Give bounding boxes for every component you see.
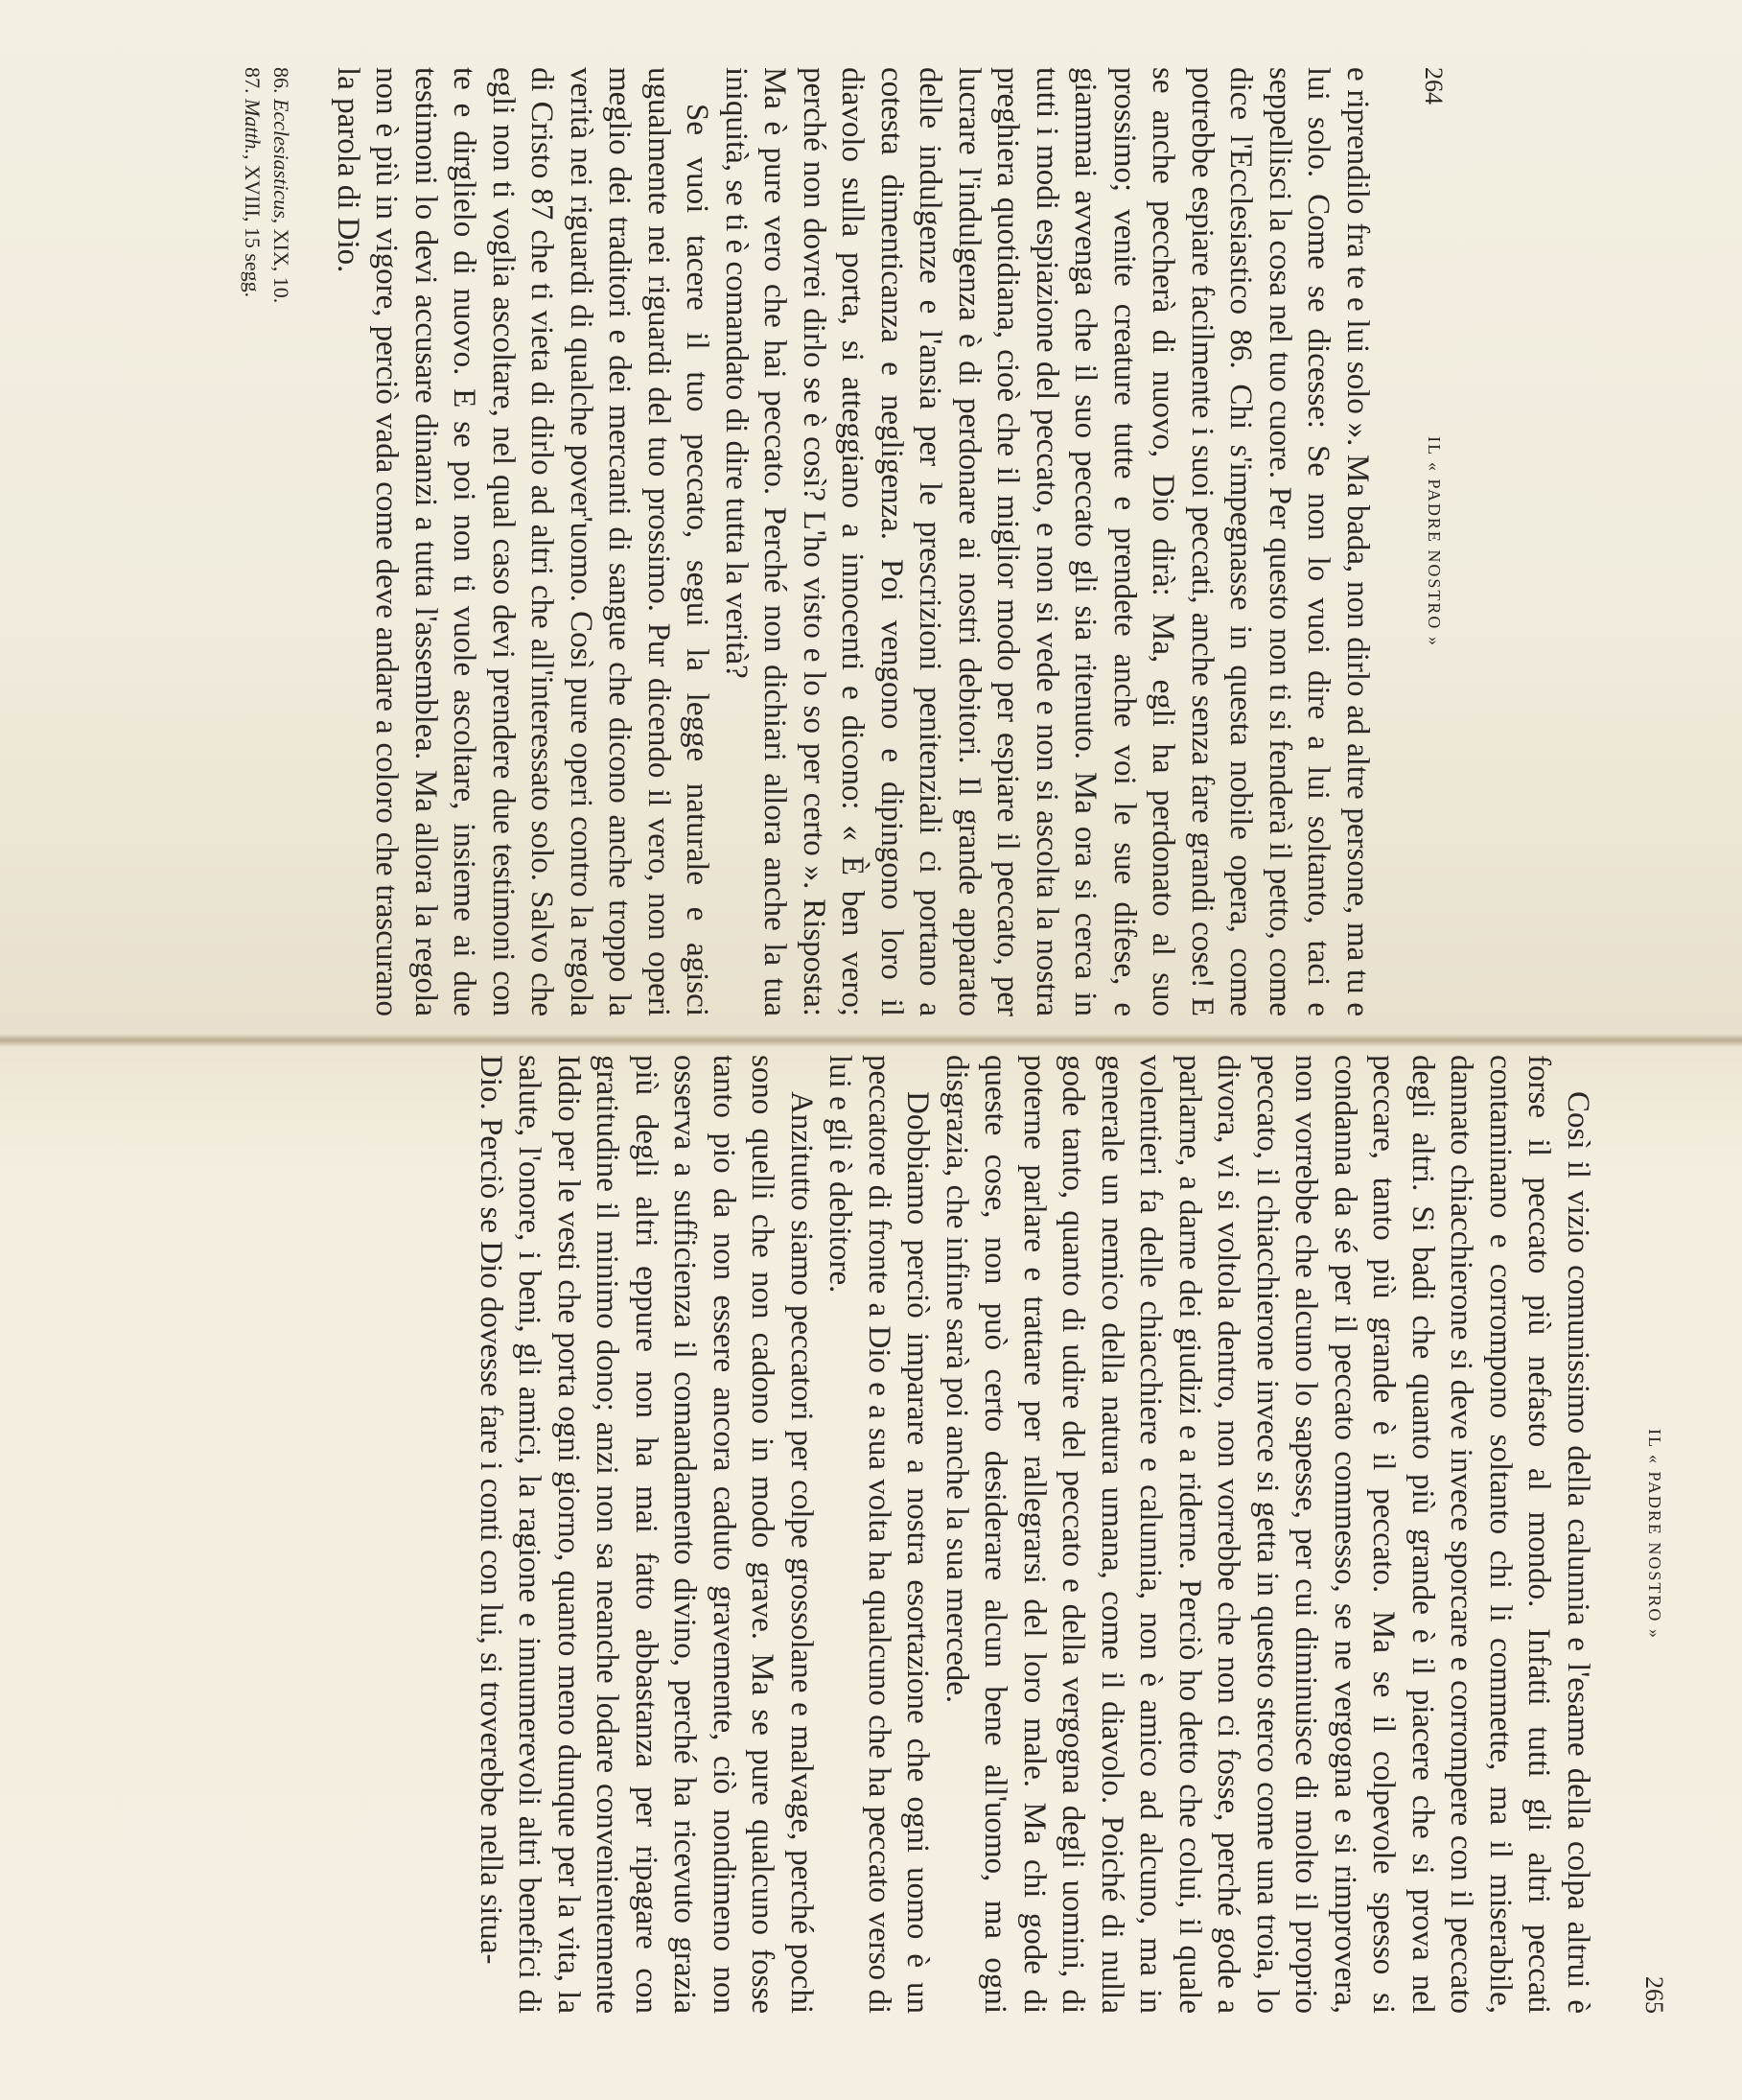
left-body-text (329, 67, 1378, 1016)
footnote-number: 87. (241, 67, 266, 94)
footnote-reference: XVIII, 15 segg. (241, 165, 266, 298)
footnote-reference: XIX, 10. (269, 228, 294, 304)
left-page-content (58, 67, 1448, 1016)
left-footnotes (239, 67, 296, 1016)
footnote-title: Ecclesiasticus, (269, 99, 294, 224)
right-body-text (472, 1055, 1598, 2014)
left-running-title: IL « PADRE NOSTRO » (1425, 436, 1444, 647)
right-paragraph-1: Così il vizio comunissimo della calunnia e l'esame della colpa altrui è forse il peccato più nefasto al mondo. Infatti tutti gli altri peccati contaminano e corrompono soltanto chi li commette, ma il miserabile, dannato chiacchierone si deve invece sporcare e corrompere con il peccato degli altri. Si badi che quanto più grande è il piacere che si prova nel peccare, tanto più grande è il peccato. Ma se il colpevole spesso si condanna da sé per il peccato commesso, se ne vergogna e si rimprovera, non vorrebbe che alcuno lo sapesse, per cui diminuisce di molto il proprio peccato, il chiacchierone invece si getta in questo sterco come una troia, lo divora, vi si voltola dentro, non vorrebbe che non ci fosse, perché gode a parlarne, a darne dei giudizi e a riderne. Perciò ho detto che colui, il quale volentieri fa delle chiacchiere e calunnia, non è amico ad alcuno, ma in generale un nemico della natura umana, come il diavolo. Poiché di nulla gode tanto, quanto di udire del peccato e della vergogna degli uomini, di poterne parlare e trattare per rallegrarsi del loro male. Ma chi gode di queste cose, non può certo desiderare alcun bene all'uomo, ma ogni disgrazia, che infine sarà poi anche la sua mercede. (940, 1055, 1595, 2014)
right-running-head (1630, 1055, 1668, 2014)
footnote-title: Matth., (241, 99, 266, 160)
right-page-content (86, 1055, 1668, 2014)
left-running-head (1409, 67, 1448, 1016)
book-gutter (0, 1034, 1742, 1047)
footnote-86 (267, 67, 296, 1016)
footnote-87 (239, 67, 267, 1016)
right-paragraph-2: Dobbiamo perciò imparare a nostra esortazione che ogni uomo è un peccatore di fronte a Dio e a sua volta ha qualcuno che ha peccato verso di lui e gli è debitore. (823, 1055, 936, 2014)
right-running-title: IL « PADRE NOSTRO » (1645, 1429, 1664, 1640)
right-page-number: 265 (1640, 1976, 1668, 2014)
left-page-number: 264 (1420, 67, 1448, 105)
left-paragraph-1: e riprendilo fra te e lui solo ». Ma bada, non dirlo ad altre persone, ma tu e lui solo. Come se dicesse: Se non lo vuoi dire a lui soltanto, taci e seppellisci la cosa nel tuo cuore. Per questo non ti si fenderà il petto, come dice l'Ecclesiastico 86. Chi s'impegnasse in questa nobile opera, come potrebbe espiare facilmente i suoi peccati, anche senza fare grandi cose! E se anche peccherà di nuovo, Dio dirà: Ma, egli ha perdonato al suo prossimo; venite creature tutte e prendete anche voi le sue difese, e giammai avvenga che il suo peccato gli sia ritenuto. Ma ora si cerca in tutti i modi espiazione del peccato, e non si vede e non si ascolta la nostra preghiera quotidiana, cioè che il miglior modo per espiare il peccato, per lucrare l'indulgenza è di perdonare ai nostri debitori. Il grande apparato delle indulgenze e l'ansia per le prescrizioni penitenziali ci portano a cotesta dimenticanza e negligenza. Poi vengono e dipingono loro il diavolo sulla porta, si atteggiano a innocenti e dicono: « È ben vero; perché non dovrei dirlo se è così? L'ho visto e lo so per certo ». Risposta: Ma è pure vero che hai peccato. Perché non dichiari allora anche la tua iniquità, se ti è comandato di dire tutta la verità? (719, 67, 1375, 1016)
left-paragraph-2: Se vuoi tacere il tuo peccato, segui la legge naturale e agisci ugualmente nei riguardi del tuo prossimo. Pur dicendo il vero, non operi meglio dei traditori e dei mercanti di sangue che dicono anche troppo la verità nei riguardi di qualche pover'uomo. Così pure operi contro la regola di Cristo 87 che ti vieta di dirlo ad altri che all'interessato solo. Salvo che egli non ti voglia ascoltare, nel qual caso devi prendere due testimoni con te e dirglielo di nuovo. E se poi non ti vuole ascoltare, insieme ai due testimoni lo devi accusare dinanzi a tutta l'assemblea. Ma allora la regola non è più in vigore, perciò vada come deve andare a coloro che trascurano la parola di Dio. (331, 67, 715, 1016)
footnote-number: 86. (269, 67, 294, 94)
right-paragraph-3: Anzitutto siamo peccatori per colpe grossolane e malvage, perché pochi sono quelli che non cadono in modo grave. Ma se pure qualcuno fosse tanto pio da non essere ancora caduto gravemente, ciò nondimeno non osserva a sufficienza il comandamento divino, perché ha ricevuto grazia più degli altri eppure non ha mai fatto abbastanza per ripagare con gratitudine il minimo dono; anzi non sa neanche lodare convenientemente Iddio per le vesti che porta ogni giorno, quanto meno dunque per la vita, la salute, l'onore, i beni, gli amici, la ragione e innumerevoli altri benefici di Dio. Perciò se Dio dovesse fare i conti con lui, si troverebbe nella situa- (474, 1055, 819, 2014)
